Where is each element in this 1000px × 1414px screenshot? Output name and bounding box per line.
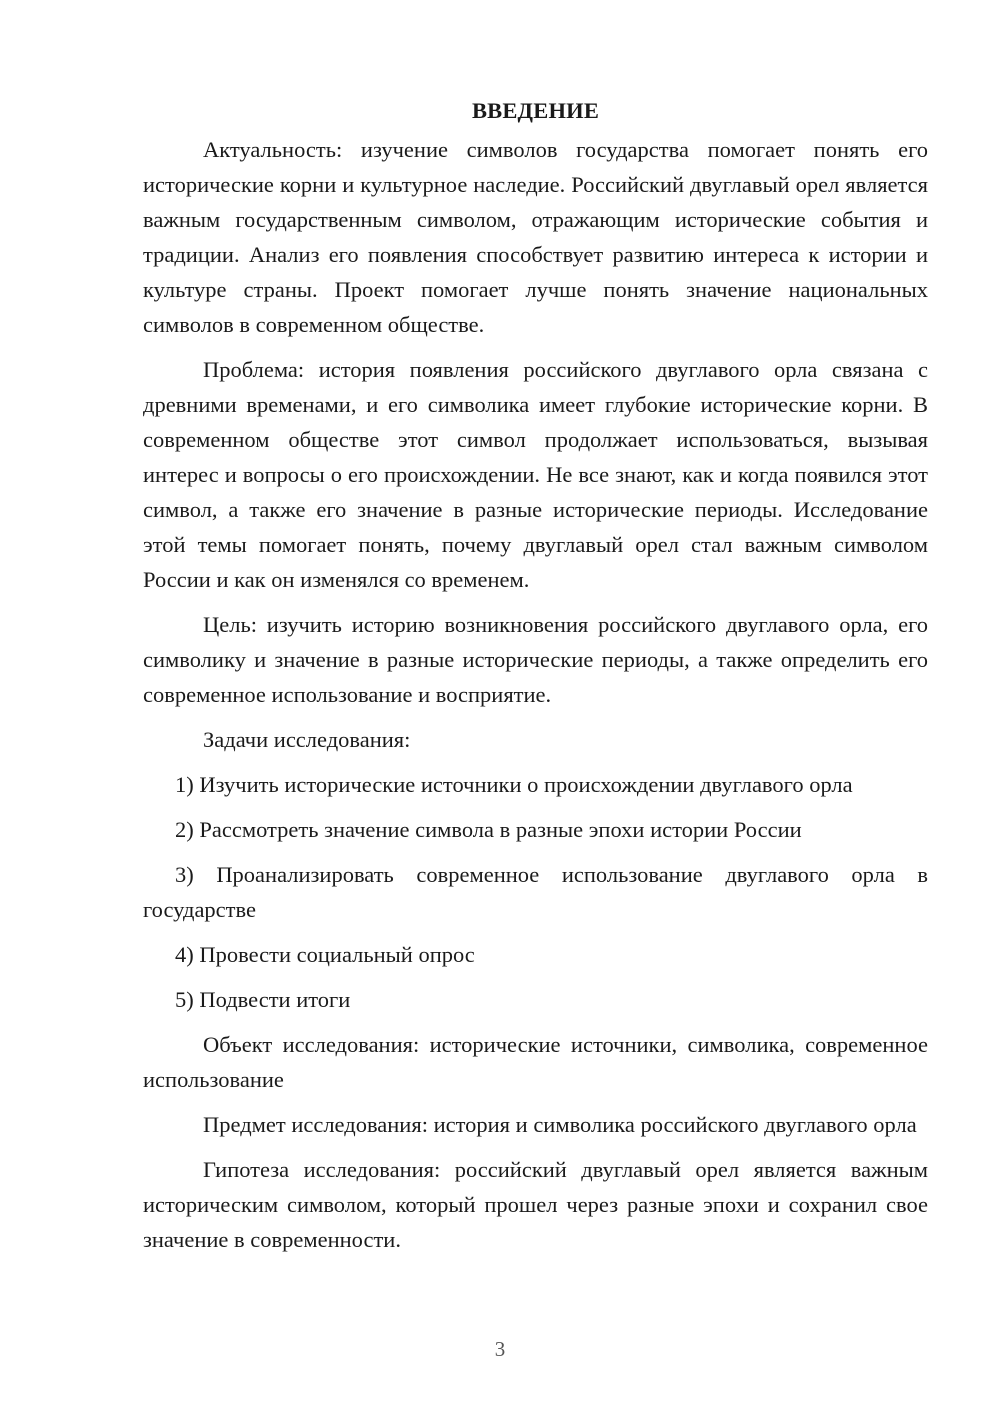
page-title: ВВЕДЕНИЕ [471, 98, 600, 123]
task-item-4: 4) Провести социальный опрос [175, 942, 475, 967]
tasks-heading: Задачи исследования: [203, 727, 411, 752]
task-item-2: 2) Рассмотреть значение символа в разные эпохи истории России [175, 817, 802, 842]
task-item-3: 3) Проанализировать современное использование двуглавого орла в государстве [143, 862, 928, 922]
relevance-paragraph: Актуальность: изучение символов государства помогает понять его исторические корни и культурное наследие. Российский двуглавый орел является важным государственным символом, отражающим исторические события и традиции. Анализ его появления способствует развитию интереса к истории и культуре страны. Проект помогает лучше понять значение национальных символов в современном обществе. [143, 137, 928, 337]
object-paragraph: Объект исследования: исторические источники, символика, современное использование [143, 1032, 928, 1092]
task-item-1: 1) Изучить исторические источники о происхождении двуглавого орла [175, 772, 853, 797]
document-body [143, 93, 928, 1267]
problem-paragraph: Проблема: история появления российского двуглавого орла связана с древними временами, и его символика имеет глубокие исторические корни. В современном обществе этот символ продолжает использоваться, вызывая интерес и вопросы о его происхождении. Не все знают, как и когда появился этот символ, а также его значение в разные исторические периоды. Исследование этой темы помогает понять, почему двуглавый орел стал важным символом России и как он изменялся со временем. [143, 357, 928, 592]
subject-paragraph: Предмет исследования: история и символика российского двуглавого орла [203, 1112, 917, 1137]
task-item-5: 5) Подвести итоги [175, 987, 351, 1012]
hypothesis-paragraph: Гипотеза исследования: российский двуглавый орел является важным историческим символом, который прошел через разные эпохи и сохранил свое значение в современности. [143, 1157, 928, 1252]
page-number: 3 [494, 1337, 506, 1361]
goal-paragraph: Цель: изучить историю возникновения российского двуглавого орла, его символику и значение в разные исторические периоды, а также определить его современное использование и восприятие. [143, 612, 928, 707]
